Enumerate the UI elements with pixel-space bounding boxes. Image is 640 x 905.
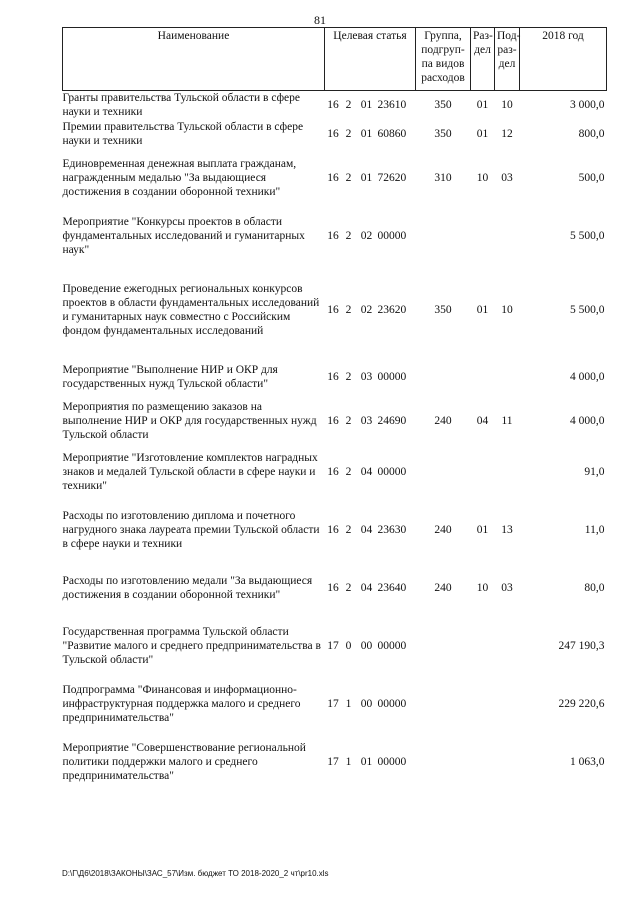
target-part-3: 01	[360, 128, 373, 140]
row-name: Мероприятия по размещению заказов на выполнение НИР и ОКР для государственных нужд Тульской области	[62, 400, 317, 441]
target-part-4: 23640	[377, 581, 407, 594]
header-podrazdel: Под-раз-дел	[495, 28, 520, 91]
target-part-1: 17	[327, 755, 339, 768]
target-part-3: 02	[360, 229, 373, 242]
target-part-4: 72620	[377, 171, 407, 184]
target-part-3: 03	[360, 414, 373, 427]
table-row	[63, 675, 607, 733]
expense-group: 310	[434, 171, 452, 184]
podrazdel	[495, 733, 520, 791]
header-razdel: Раз-дел	[471, 28, 495, 91]
row-name: Мероприятие "Конкурсы проектов в области фундаментальных исследований и гуманитарных наук"	[62, 215, 305, 256]
target-part-3: 00	[360, 697, 373, 710]
target-part-3: 01	[360, 99, 373, 112]
target-part-1: 16	[327, 523, 339, 536]
target-part-4: 23630	[377, 523, 407, 536]
razdel: 10	[476, 171, 489, 184]
target-part-4: 00000	[377, 229, 407, 242]
row-name: Государственная программа Тульской области "Развитие малого и среднего предпринимательства в Тульской области"	[62, 625, 321, 666]
razdel: 01	[476, 99, 489, 112]
header-name: Наименование	[63, 28, 325, 91]
target-part-4: 23620	[377, 303, 407, 316]
razdel	[471, 675, 495, 733]
target-part-2: 2	[345, 128, 352, 140]
target-part-1: 16	[327, 581, 339, 594]
target-part-2: 0	[345, 639, 352, 652]
target-part-2: 1	[345, 755, 352, 768]
row-name: Мероприятие "Изготовление комплектов наградных знаков и медалей Тульской области в сфере науки и техники"	[62, 451, 318, 492]
expense-group	[416, 443, 471, 501]
podrazdel	[495, 617, 520, 675]
table-row	[63, 91, 607, 120]
target-part-2: 1	[345, 697, 352, 710]
amount: 3 000,0	[570, 99, 605, 112]
podrazdel: 10	[501, 303, 513, 316]
table-row	[63, 265, 607, 355]
amount: 11,0	[584, 523, 605, 536]
razdel	[471, 443, 495, 501]
razdel: 01	[476, 128, 489, 140]
target-part-1: 16	[327, 370, 339, 383]
podrazdel: 13	[501, 523, 513, 536]
podrazdel	[495, 675, 520, 733]
amount: 500,0	[578, 171, 605, 184]
target-part-4: 00000	[377, 697, 407, 710]
target-part-3: 02	[360, 303, 373, 316]
expense-group	[416, 355, 471, 399]
amount: 4 000,0	[570, 370, 605, 383]
page-number: 81	[314, 13, 326, 27]
razdel: 01	[476, 523, 489, 536]
razdel: 10	[476, 581, 489, 594]
razdel	[471, 733, 495, 791]
target-part-4: 00000	[377, 465, 407, 478]
target-part-1: 16	[327, 171, 339, 184]
target-part-1: 16	[327, 465, 339, 478]
target-part-2: 2	[345, 303, 352, 316]
target-part-3: 00	[360, 639, 373, 652]
razdel	[471, 355, 495, 399]
target-part-2: 2	[345, 99, 352, 112]
table-row	[63, 399, 607, 443]
amount: 5 500,0	[570, 229, 605, 242]
target-part-1: 16	[327, 99, 339, 112]
expense-group: 350	[434, 128, 452, 140]
target-part-4: 60860	[377, 128, 407, 140]
amount: 247 190,3	[558, 639, 605, 652]
table-body	[63, 91, 607, 791]
table-row	[63, 443, 607, 501]
razdel	[471, 617, 495, 675]
row-name: Расходы по изготовлению медали "За выдающиеся достижения в создании оборонной техники"	[62, 574, 313, 601]
target-part-4: 00000	[377, 755, 407, 768]
expense-group	[416, 733, 471, 791]
target-part-1: 16	[327, 229, 339, 242]
target-part-2: 2	[345, 414, 352, 427]
podrazdel: 03	[501, 581, 513, 594]
budget-table	[62, 27, 607, 791]
row-name: Единовременная денежная выплата гражданам, награжденным медалью "За выдающиеся достижения в создании оборонной техники"	[62, 157, 297, 198]
amount: 4 000,0	[570, 414, 605, 427]
header-amount-2018: 2018 год	[520, 28, 607, 91]
expense-group	[416, 675, 471, 733]
amount: 5 500,0	[570, 303, 605, 316]
table-row	[63, 559, 607, 617]
table-row	[63, 733, 607, 791]
expense-group: 350	[434, 303, 452, 316]
target-part-3: 04	[360, 581, 373, 594]
table-header-row	[63, 28, 607, 91]
target-part-4: 00000	[377, 639, 407, 652]
target-part-1: 17	[327, 639, 339, 652]
target-part-3: 01	[360, 755, 373, 768]
row-name: Премии правительства Тульской области в сфере науки и техники	[62, 121, 304, 147]
target-part-3: 01	[360, 171, 373, 184]
target-part-2: 2	[345, 465, 352, 478]
podrazdel: 11	[501, 414, 513, 427]
target-part-2: 2	[345, 581, 352, 594]
target-part-4: 24690	[377, 414, 407, 427]
target-part-2: 2	[345, 171, 352, 184]
amount: 91,0	[584, 465, 605, 478]
row-name: Мероприятие "Выполнение НИР и ОКР для государственных нужд Тульской области"	[62, 363, 278, 390]
amount: 229 220,6	[558, 697, 605, 710]
row-name: Мероприятие "Совершенствование региональной политики поддержки малого и среднего предпринимательства"	[62, 741, 306, 782]
table-row	[63, 207, 607, 265]
razdel	[471, 207, 495, 265]
table-row	[63, 501, 607, 559]
row-name: Гранты правительства Тульской области в сфере науки и техники	[62, 92, 300, 119]
podrazdel: 12	[501, 128, 513, 140]
razdel: 01	[476, 303, 489, 316]
target-part-2: 2	[345, 523, 352, 536]
expense-group: 350	[434, 99, 452, 112]
expense-group	[416, 207, 471, 265]
target-part-1: 16	[327, 303, 339, 316]
target-part-3: 04	[360, 523, 373, 536]
expense-group	[416, 617, 471, 675]
expense-group: 240	[434, 414, 452, 427]
target-part-2: 2	[345, 370, 352, 383]
podrazdel: 03	[501, 171, 513, 184]
podrazdel	[495, 207, 520, 265]
expense-group: 240	[434, 581, 452, 594]
podrazdel	[495, 355, 520, 399]
target-part-4: 23610	[377, 99, 407, 112]
amount: 80,0	[584, 581, 605, 594]
target-part-1: 17	[327, 697, 339, 710]
target-part-4: 00000	[377, 370, 407, 383]
amount: 1 063,0	[570, 755, 605, 768]
table-row	[63, 355, 607, 399]
expense-group: 240	[434, 523, 452, 536]
table-row	[63, 120, 607, 149]
target-part-3: 03	[360, 370, 373, 383]
row-name: Подпрограмма "Финансовая и информационно-инфраструктурная поддержка малого и среднего предпринимательства"	[62, 683, 301, 724]
amount: 800,0	[578, 128, 605, 140]
target-part-2: 2	[345, 229, 352, 242]
header-target-article: Целевая статья	[325, 28, 416, 91]
target-part-1: 16	[327, 414, 339, 427]
target-part-1: 16	[327, 128, 339, 140]
razdel: 04	[476, 414, 489, 427]
table-row	[63, 149, 607, 207]
podrazdel	[495, 443, 520, 501]
footer-file-path: D:\Г\Д6\2018\ЗАКОНЫ\ЗАС_57\Изм. бюджет ТО 2018-2020_2 чт\pr10.xls	[62, 869, 329, 878]
row-name: Проведение ежегодных региональных конкурсов проектов в области фундаментальных исследований и гуманитарных наук совместно с Российским фондом фундаментальных исследований	[62, 282, 320, 337]
table-row	[63, 617, 607, 675]
row-name: Расходы по изготовлению диплома и почетного нагрудного знака лауреата премии Тульской области в сфере науки и техники	[62, 509, 320, 550]
target-part-3: 04	[360, 465, 373, 478]
podrazdel: 10	[501, 99, 513, 112]
header-expense-group: Группа, подгруп-па видов расходов	[416, 28, 471, 91]
